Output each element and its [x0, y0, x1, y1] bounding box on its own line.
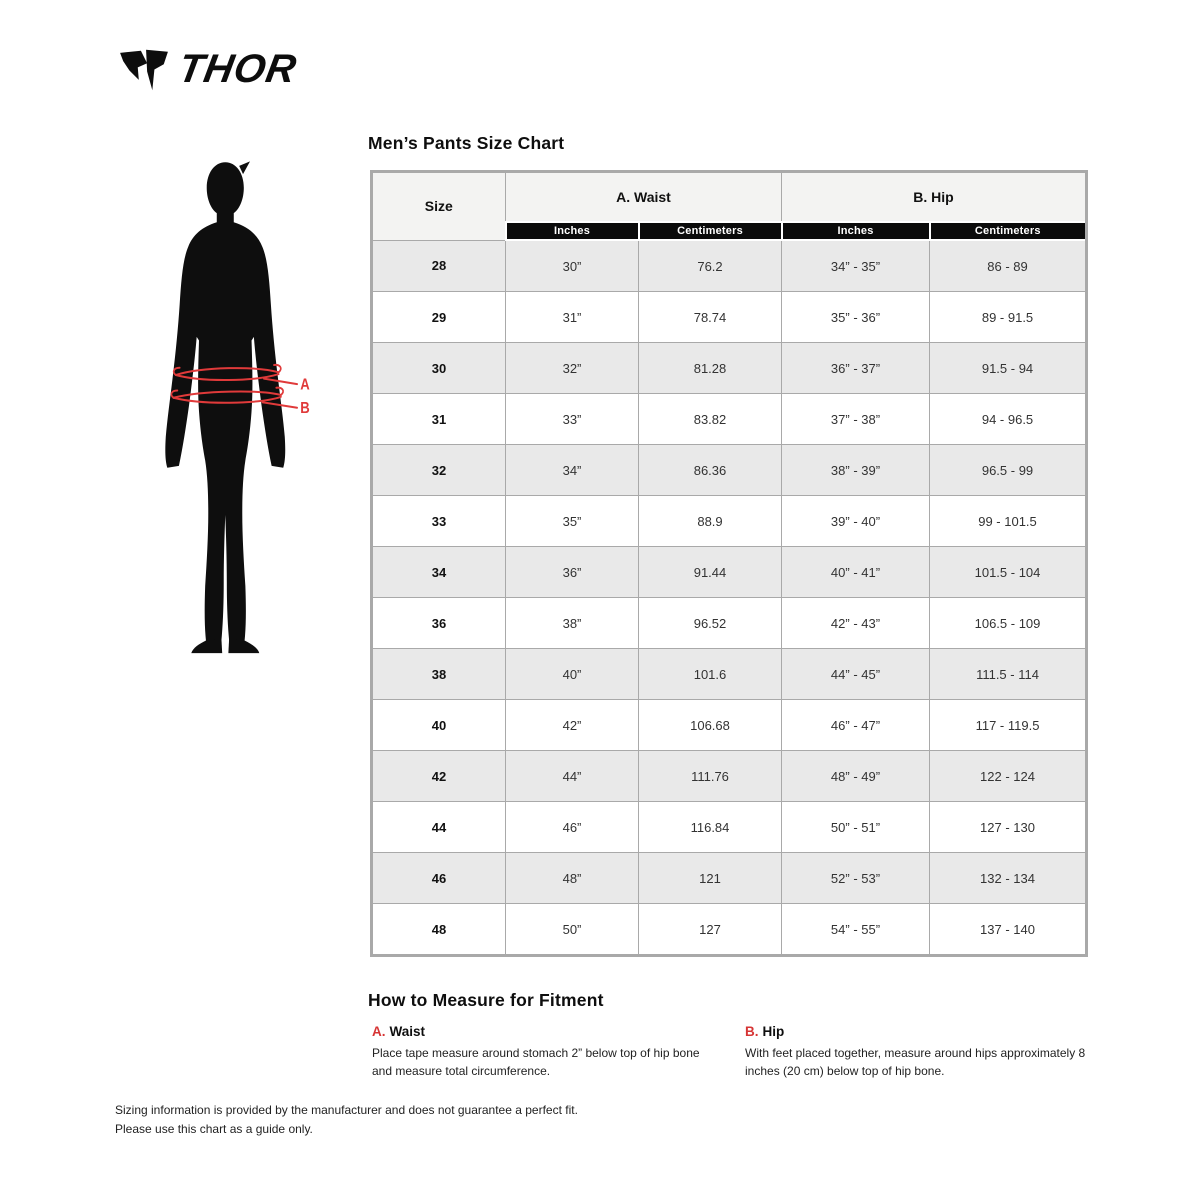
cell-hip-in: 54” - 55” [782, 904, 930, 956]
cell-waist-in: 32” [506, 343, 639, 394]
cell-hip-cm: 101.5 - 104 [930, 547, 1087, 598]
measure-instruction-waist [372, 1024, 722, 1080]
disclaimer [115, 1101, 655, 1138]
cell-waist-in: 36” [506, 547, 639, 598]
cell-size: 31 [372, 394, 506, 445]
cell-hip-cm: 106.5 - 109 [930, 598, 1087, 649]
cell-waist-cm: 86.36 [639, 445, 782, 496]
table-row [372, 292, 1087, 343]
cell-hip-cm: 96.5 - 99 [930, 445, 1087, 496]
cell-hip-cm: 111.5 - 114 [930, 649, 1087, 700]
cell-waist-cm: 96.52 [639, 598, 782, 649]
cell-waist-cm: 76.2 [639, 240, 782, 292]
table-row [372, 904, 1087, 956]
cell-hip-in: 42” - 43” [782, 598, 930, 649]
table-group-header-row [372, 172, 1087, 223]
cell-waist-in: 46” [506, 802, 639, 853]
table-row [372, 445, 1087, 496]
cell-hip-in: 34” - 35” [782, 240, 930, 292]
cell-hip-in: 37” - 38” [782, 394, 930, 445]
cell-waist-in: 40” [506, 649, 639, 700]
cell-waist-in: 42” [506, 700, 639, 751]
cell-hip-in: 50” - 51” [782, 802, 930, 853]
column-header-waist: A. Waist [506, 172, 782, 223]
body-silhouette-figure [148, 155, 318, 655]
cell-waist-cm: 127 [639, 904, 782, 956]
disclaimer-line-1: Sizing information is provided by the manufacturer and does not guarantee a perfect fit. [115, 1103, 578, 1117]
cell-hip-cm: 86 - 89 [930, 240, 1087, 292]
cell-waist-cm: 78.74 [639, 292, 782, 343]
measure-hip-letter: B. [745, 1024, 759, 1039]
cell-size: 40 [372, 700, 506, 751]
cell-hip-in: 36” - 37” [782, 343, 930, 394]
cell-hip-in: 48” - 49” [782, 751, 930, 802]
cell-size: 33 [372, 496, 506, 547]
table-row [372, 394, 1087, 445]
table-row [372, 751, 1087, 802]
cell-hip-in: 46” - 47” [782, 700, 930, 751]
cell-waist-in: 48” [506, 853, 639, 904]
waist-band-label: A [300, 376, 310, 394]
cell-waist-cm: 88.9 [639, 496, 782, 547]
cell-waist-in: 50” [506, 904, 639, 956]
cell-hip-cm: 117 - 119.5 [930, 700, 1087, 751]
measure-waist-text: Place tape measure around stomach 2” below top of hip bone and measure total circumference. [372, 1046, 700, 1078]
cell-size: 46 [372, 853, 506, 904]
cell-hip-cm: 94 - 96.5 [930, 394, 1087, 445]
table-row [372, 649, 1087, 700]
table-row [372, 496, 1087, 547]
cell-waist-in: 34” [506, 445, 639, 496]
cell-waist-in: 31” [506, 292, 639, 343]
size-table-body [372, 240, 1087, 956]
measure-waist-letter: A. [372, 1024, 386, 1039]
cell-waist-in: 33” [506, 394, 639, 445]
measure-instruction-hip [745, 1024, 1105, 1080]
cell-hip-cm: 127 - 130 [930, 802, 1087, 853]
cell-size: 36 [372, 598, 506, 649]
table-row [372, 598, 1087, 649]
cell-hip-in: 39” - 40” [782, 496, 930, 547]
cell-hip-cm: 91.5 - 94 [930, 343, 1087, 394]
subheader-waist-centimeters: Centimeters [639, 222, 782, 240]
measure-hip-heading [745, 1024, 1105, 1039]
cell-size: 42 [372, 751, 506, 802]
cell-size: 29 [372, 292, 506, 343]
column-header-size: Size [372, 172, 506, 241]
cell-waist-in: 44” [506, 751, 639, 802]
cell-waist-cm: 106.68 [639, 700, 782, 751]
table-row [372, 240, 1087, 292]
measure-waist-name: Waist [389, 1024, 426, 1039]
table-row [372, 853, 1087, 904]
cell-waist-cm: 101.6 [639, 649, 782, 700]
cell-hip-cm: 122 - 124 [930, 751, 1087, 802]
cell-size: 48 [372, 904, 506, 956]
disclaimer-line-2: Please use this chart as a guide only. [115, 1121, 313, 1136]
cell-hip-in: 40” - 41” [782, 547, 930, 598]
hip-band-label: B [300, 400, 310, 418]
cell-size: 32 [372, 445, 506, 496]
cell-waist-in: 35” [506, 496, 639, 547]
cell-waist-cm: 91.44 [639, 547, 782, 598]
column-header-hip: B. Hip [782, 172, 1087, 223]
measure-hip-name: Hip [762, 1024, 785, 1039]
cell-size: 34 [372, 547, 506, 598]
table-row [372, 802, 1087, 853]
cell-hip-cm: 137 - 140 [930, 904, 1087, 956]
measure-hip-text: With feet placed together, measure around hips approximately 8 inches (20 cm) below top of hip bone. [745, 1046, 1086, 1078]
measure-waist-heading [372, 1024, 722, 1039]
table-row [372, 700, 1087, 751]
size-chart-table [370, 170, 1088, 957]
thor-horns-icon [118, 46, 170, 94]
cell-waist-in: 30” [506, 240, 639, 292]
cell-hip-cm: 89 - 91.5 [930, 292, 1087, 343]
brand-wordmark: THOR [175, 47, 301, 91]
cell-size: 44 [372, 802, 506, 853]
cell-size: 30 [372, 343, 506, 394]
cell-hip-in: 38” - 39” [782, 445, 930, 496]
brand-logo [118, 46, 301, 94]
page-title: Men’s Pants Size Chart [368, 133, 565, 153]
cell-hip-cm: 132 - 134 [930, 853, 1087, 904]
cell-hip-in: 35” - 36” [782, 292, 930, 343]
table-row [372, 343, 1087, 394]
cell-waist-cm: 121 [639, 853, 782, 904]
cell-waist-cm: 83.82 [639, 394, 782, 445]
male-silhouette-icon [165, 161, 285, 653]
cell-hip-in: 44” - 45” [782, 649, 930, 700]
cell-hip-cm: 99 - 101.5 [930, 496, 1087, 547]
cell-waist-cm: 116.84 [639, 802, 782, 853]
howto-title: How to Measure for Fitment [368, 990, 604, 1010]
cell-size: 28 [372, 240, 506, 292]
subheader-waist-inches: Inches [506, 222, 639, 240]
subheader-hip-centimeters: Centimeters [930, 222, 1087, 240]
size-chart [370, 170, 1088, 957]
cell-hip-in: 52” - 53” [782, 853, 930, 904]
table-row [372, 547, 1087, 598]
cell-waist-in: 38” [506, 598, 639, 649]
cell-size: 38 [372, 649, 506, 700]
cell-waist-cm: 111.76 [639, 751, 782, 802]
subheader-hip-inches: Inches [782, 222, 930, 240]
cell-waist-cm: 81.28 [639, 343, 782, 394]
